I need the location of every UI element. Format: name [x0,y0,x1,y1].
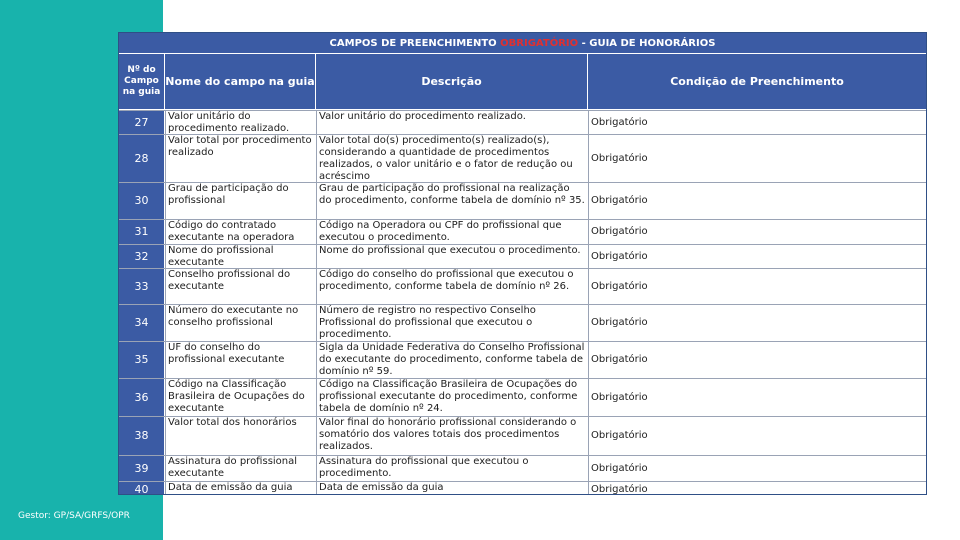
header-description: Descrição [316,54,587,109]
field-name: Assinatura do profissional executante [165,456,315,481]
field-description: Valor final do honorário profissional considerando o somatório dos valores totais dos procedimentos realizados. [316,417,587,455]
table-row [119,304,926,341]
field-description: Data de emissão da guia [316,482,587,495]
field-description: Grau de participação do profissional na realização do procedimento, conforme tabela de domínio nº 35. [316,183,587,219]
table-row [119,244,926,268]
table-row [119,455,926,481]
title-prefix: CAMPOS DE PREENCHIMENTO [329,38,501,49]
field-number: 30 [119,183,164,219]
table-row [119,416,926,455]
fill-condition: Obrigatório [588,305,926,341]
fill-condition: Obrigatório [588,456,926,481]
field-number: 39 [119,456,164,481]
fill-condition: Obrigatório [588,342,926,378]
fill-condition: Obrigatório [588,111,926,134]
field-name: Código do contratado executante na operadora [165,220,315,244]
field-name: UF do conselho do profissional executante [165,342,315,378]
fill-condition: Obrigatório [588,379,926,416]
field-description: Número de registro no respectivo Conselho Profissional do profissional que executou o procedimento. [316,305,587,341]
table-row [119,341,926,378]
table-title [119,33,926,53]
field-description: Assinatura do profissional que executou o procedimento. [316,456,587,481]
field-description: Código do conselho do profissional que executou o procedimento, conforme tabela de domínio nº 26. [316,269,587,304]
field-name: Código na Classificação Brasileira de Ocupações do executante [165,379,315,416]
table-row [119,268,926,304]
field-number: 34 [119,305,164,341]
table-row [119,110,926,134]
field-name: Valor unitário do procedimento realizado. [165,111,315,134]
fill-condition: Obrigatório [588,183,926,219]
header-field-number: Nº do Campo na guia [119,54,164,109]
fill-condition: Obrigatório [588,417,926,455]
header-field-name: Nome do campo na guia [165,54,315,109]
field-number: 28 [119,135,164,182]
title-suffix: - GUIA DE HONORÁRIOS [578,38,716,49]
field-name: Valor total dos honorários [165,417,315,455]
field-description: Valor unitário do procedimento realizado. [316,111,587,134]
table-row [119,219,926,244]
fill-condition: Obrigatório [588,220,926,244]
field-number: 40 [119,482,164,495]
fill-condition: Obrigatório [588,269,926,304]
field-number: 38 [119,417,164,455]
field-name: Grau de participação do profissional [165,183,315,219]
field-description: Código na Operadora ou CPF do profissional que executou o procedimento. [316,220,587,244]
field-number: 27 [119,111,164,134]
table-row [119,182,926,219]
fill-condition: Obrigatório [588,482,926,495]
field-number: 32 [119,245,164,268]
fill-condition: Obrigatório [588,135,926,182]
field-number: 31 [119,220,164,244]
fill-condition: Obrigatório [588,245,926,268]
field-description: Nome do profissional que executou o procedimento. [316,245,587,268]
field-description: Valor total do(s) procedimento(s) realizado(s), considerando a quantidade de procedimentos realizados, o valor unitário e o fator de redução ou acréscimo [316,135,587,182]
field-name: Data de emissão da guia [165,482,315,495]
field-number: 33 [119,269,164,304]
field-number: 36 [119,379,164,416]
table-row [119,378,926,416]
field-name: Valor total por procedimento realizado [165,135,315,182]
field-name: Conselho profissional do executante [165,269,315,304]
footer-manager: Gestor: GP/SA/GRFS/OPR [18,511,130,521]
title-highlight: OBRIGATÓRIO [500,38,579,49]
field-description: Código na Classificação Brasileira de Ocupações do profissional executante do procedimento, conforme tabela de domínio nº 24. [316,379,587,416]
header-fill-condition: Condição de Preenchimento [588,54,926,109]
field-description: Sigla da Unidade Federativa do Conselho Profissional do executante do procedimento, conforme tabela de domínio nº 59. [316,342,587,378]
fields-table [118,32,927,495]
field-number: 35 [119,342,164,378]
table-row [119,134,926,182]
right-margin [930,0,960,540]
field-name: Nome do profissional executante [165,245,315,268]
field-name: Número do executante no conselho profissional [165,305,315,341]
table-row [119,481,926,495]
